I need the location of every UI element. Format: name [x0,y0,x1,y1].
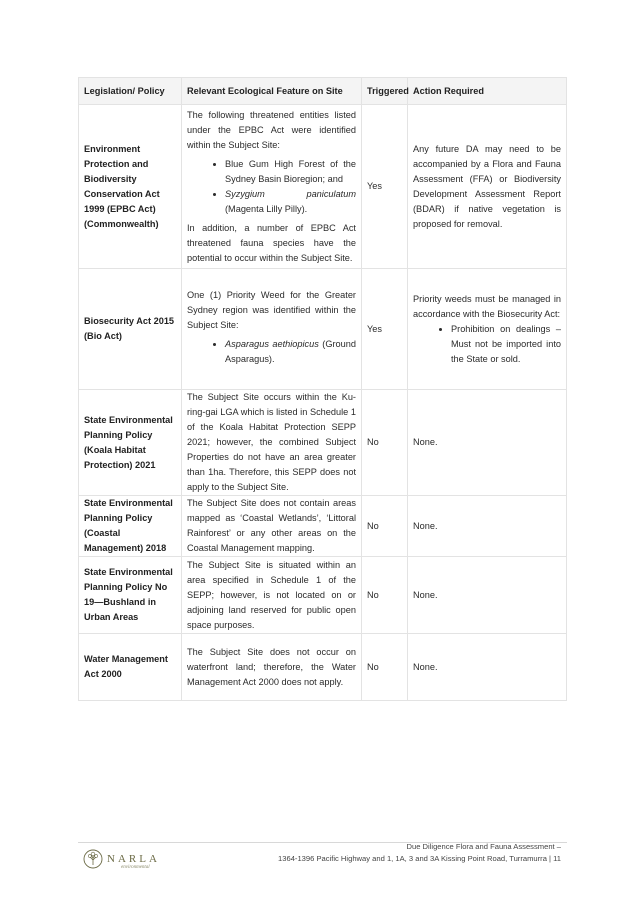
feature-cell [182,496,362,557]
legislation-cell: State Environmental Planning Policy (Koala Habitat Protection) 2021 [79,390,182,496]
header-legislation: Legislation/ Policy [79,78,182,105]
action-cell [408,105,567,269]
action-cell: None. [408,634,567,701]
action-bullet: • Prohibition on dealings – Must not be imported into the State or sold. [451,322,561,367]
action-text: Any future DA may need to be accompanied by a Flora and Fauna Assessment (FFA) or Biodiversity Development Assessment Report (BDAR) if native vegetation is proposed for removal. [413,143,561,229]
table-row [79,634,567,701]
feature-intro: The following threatened entities listed under the EPBC Act were identified within the Subject Site: [187,109,356,150]
footer-line-1: Due Diligence Flora and Fauna Assessment – [406,842,561,851]
triggered-cell: No [362,557,408,634]
footer-line-2: 1364-1396 Pacific Highway and 1, 1A, 3 and 3A Kissing Point Road, Turramurra | 11 [278,854,561,863]
species-name: Asparagus aethiopicus [225,338,319,349]
action-cell [408,269,567,390]
table-row [79,557,567,634]
header-feature: Relevant Ecological Feature on Site [182,78,362,105]
feature-cell [182,634,362,701]
legislation-cell: State Environmental Planning Policy (Coastal Management) 2018 [79,496,182,557]
tree-icon [83,849,103,874]
triggered-cell: No [362,634,408,701]
header-triggered: Triggered [362,78,408,105]
legislation-cell: Environment Protection and Biodiversity Conservation Act 1999 (EPBC Act) (Commonwealth) [79,105,182,269]
feature-bullet-list [187,337,356,367]
feature-bullet-list [187,157,356,217]
feature-intro: One (1) Priority Weed for the Greater Sydney region was identified within the Subject Site: [187,289,356,330]
table-row [79,496,567,557]
legislation-cell: Water Management Act 2000 [79,634,182,701]
feature-bullet [225,157,356,187]
table-header-row [79,78,567,105]
species-name: Syzygium paniculatum [225,188,356,199]
header-action: Action Required [408,78,567,105]
table-row [79,105,567,269]
logo-name: NARLA [107,852,160,865]
action-cell: None. [408,496,567,557]
table-row [79,269,567,390]
feature-cell [182,390,362,496]
action-cell: None. [408,390,567,496]
feature-cell [182,269,362,390]
logo-subtitle: environmental [121,864,150,870]
feature-outro: In addition, a number of EPBC Act threatened fauna species have the potential to occur within the Subject Site. [187,222,356,263]
action-bullet-list [413,322,561,367]
legislation-table [78,77,567,701]
bullet-text: Blue Gum High Forest of the Sydney Basin Bioregion; and [225,158,356,184]
feature-text: The Subject Site does not contain areas mapped as ‘Coastal Wetlands’, ‘Littoral Rainforest’ or any other areas on the Coastal Management mapping. [187,498,356,553]
feature-text: The Subject Site occurs within the Ku-ring-gai LGA which is listed in Schedule 1 of the Koala Habitat Protection SEPP 2021; however, the combined Subject Properties do not have an area greater than 1ha. Therefore, this SEPP does not apply to the Subject Site. [187,392,356,492]
triggered-cell: Yes [362,269,408,390]
triggered-cell: No [362,390,408,496]
legislation-cell: State Environmental Planning Policy No 19—Bushland in Urban Areas [79,557,182,634]
legislation-cell: Biosecurity Act 2015 (Bio Act) [79,269,182,390]
feature-text: The Subject Site is situated within an area specified in Schedule 1 of the SEPP; however, is not located on or adjoining land reserved for public open space purposes. [187,559,356,630]
feature-text: The Subject Site does not occur on waterfront land; therefore, the Water Management Act 2000 does not apply. [187,646,356,687]
action-text: Priority weeds must be managed in accordance with the Biosecurity Act: [413,293,561,319]
feature-bullet [225,187,356,217]
triggered-cell: Yes [362,105,408,269]
triggered-cell: No [362,496,408,557]
table-row [79,390,567,496]
footer-text [278,841,561,865]
feature-bullet [225,337,356,367]
feature-cell [182,557,362,634]
bullet-text: (Ground Asparagus). [225,338,356,364]
bullet-text: (Magenta Lilly Pilly). [225,203,308,214]
feature-cell [182,105,362,269]
narla-logo [83,849,160,874]
action-cell: None. [408,557,567,634]
